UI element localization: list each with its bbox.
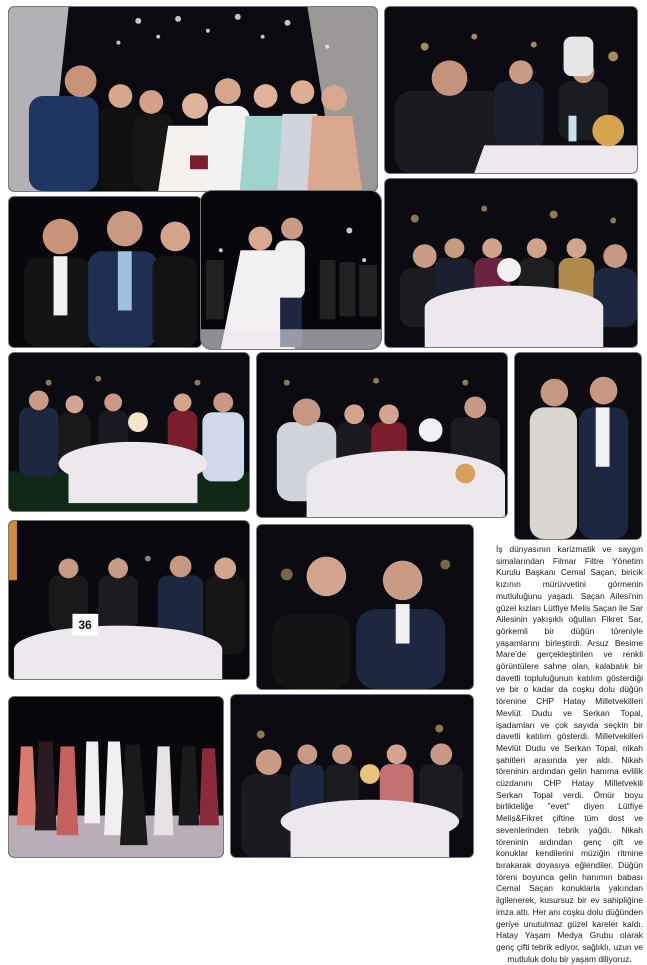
photo-guests-table-right [384,178,638,348]
photo-couple-seated [256,524,474,690]
photo-guests-table-top-right [384,6,638,174]
table-number-card: 36 [78,618,92,632]
photo-group-portrait [8,6,378,192]
photo-two-men [514,352,642,540]
photo-round-table-left [8,352,250,512]
photo-round-table-center [256,352,508,518]
photo-three-guests [8,196,202,348]
photo-table-36 [8,520,250,680]
photo-couple-dance [200,190,382,350]
photo-round-table-bottom [230,694,474,858]
photo-dance-floor [8,696,224,858]
article-body: İş dünyasının karizmatik ve saygın simalarından Filmar Filtre Yönetim Kurulu Başkanı Cemal Saçan, biricik kızının mürüvvetini görmenin mutluluğunu yaşadı. Saçan Ailesi'nin güzel kızları Lütfiye Melis Saçan ile Sar Ailesinin yakışıklı oğulları Fikret Sar, görkemli bir düğün töreniyle yaşamlarını birleştirdi. Arsuz Besime Mare'de gerçekleştirilen ve renkli görüntülere sahne olan, kalabalık bir davetli topluluğunun katılım gösterdiği ve bir o kadar da coşku dolu düğün törenine CHP Hatay Milletvekilleri Mevlüt Dudu ve Serkan Topal, işadamları ve çok sayıda seçkin bir davetli katılım gösterdi. Milletvekilleri Mevlüt Dudu ve Serkan Topal, nikah şahitleri arasında yer aldı. Nikah töreninin ardından gelin hanıma evlilik cüzdanını CHP Hatay Milletvekili Serkan Topal verdi. Ömür boyu birlikteliğe "evet" diyen Lütfiye Melis&Fikret çiftine tüm dost ve sevenlerinden tebrik yağdı. Nikah töreninin ardından genç çift ve konuklar kendilerini müziğin ritmine bırakarak doyasıya eğlendiler. Düğün töreni boyunca gelin hanımın babası Cemal Saçan konuklarla yakından ilgilenerek, kusursuz bir ev sahipliğine imza attı. Her anı coşku dolu düğünden geriye unutulmaz güzel kareler kaldı. Hatay Yaşam Medya Grubu olarak genç çifti tebrik ediyor, sağlıklı, uzun ve mutluluk dolu bir yaşam diliyoruz. [496,544,643,964]
